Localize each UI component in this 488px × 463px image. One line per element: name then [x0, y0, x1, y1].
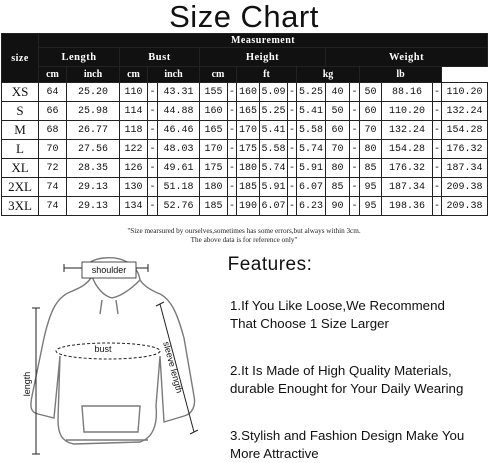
table-cell: 5.09 [260, 83, 288, 102]
size-label: 3XL [2, 197, 39, 216]
table-cell: 175 [237, 140, 260, 159]
table-cell: 180 [237, 159, 260, 178]
range-dash: - [350, 121, 360, 140]
table-cell: 26.77 [67, 121, 120, 140]
size-label: M [2, 121, 39, 140]
range-dash: - [433, 178, 442, 197]
table-cell: 60 [360, 102, 382, 121]
measurement-note-line1: "Size mearsured by ourselves,sometimes has some errors,but always within 3cm. [127, 227, 361, 235]
range-dash: - [288, 178, 297, 197]
range-dash: - [148, 197, 158, 216]
table-cell: 85 [360, 159, 382, 178]
table-row [2, 140, 488, 159]
table-cell: 185 [237, 178, 260, 197]
range-dash: - [288, 121, 297, 140]
range-dash: - [350, 140, 360, 159]
range-dash: - [433, 121, 442, 140]
table-cell: 155 [200, 83, 228, 102]
table-cell: 5.58 [297, 121, 326, 140]
range-dash: - [288, 83, 297, 102]
table-cell: 126 [120, 159, 148, 178]
table-cell: 122 [120, 140, 148, 159]
size-label: XL [2, 159, 39, 178]
range-dash: - [350, 178, 360, 197]
feature-text: That Choose 1 Size Larger [230, 316, 389, 331]
table-cell: 49.61 [158, 159, 200, 178]
range-dash: - [433, 83, 442, 102]
table-cell: 64 [39, 83, 67, 102]
group-header-length: Length [39, 48, 120, 67]
range-dash: - [228, 121, 237, 140]
table-cell: 68 [39, 121, 67, 140]
shoulder-label: shoulder [91, 265, 127, 275]
table-cell: 66 [39, 102, 67, 121]
feature-text: 3.Stylish and Fashion Design Make You [230, 428, 465, 443]
table-cell: 50 [326, 102, 350, 121]
table-cell: 5.74 [297, 140, 326, 159]
table-cell: 114 [120, 102, 148, 121]
table-cell: 110.20 [442, 83, 488, 102]
table-cell: 80 [326, 159, 350, 178]
unit-header: kg [297, 67, 360, 83]
feature-item-2 [230, 362, 488, 398]
table-cell: 180 [200, 178, 228, 197]
feature-text: More Attractive [230, 446, 319, 461]
table-row [2, 121, 488, 140]
table-cell: 74 [39, 197, 67, 216]
table-cell: 40 [326, 83, 350, 102]
feature-text: durable Enought for Your Daily Wearing [230, 381, 464, 396]
range-dash: - [228, 102, 237, 121]
table-cell: 27.56 [67, 140, 120, 159]
table-cell: 176.32 [442, 140, 488, 159]
table-cell: 165 [237, 102, 260, 121]
group-header-weight: Weight [326, 48, 488, 67]
table-cell: 48.03 [158, 140, 200, 159]
table-row [2, 159, 488, 178]
table-cell: 134 [120, 197, 148, 216]
sleeve-length-label: sleeve length [161, 340, 185, 395]
table-cell: 43.31 [158, 83, 200, 102]
table-cell: 190 [237, 197, 260, 216]
table-cell: 154.28 [442, 121, 488, 140]
table-cell: 187.34 [442, 159, 488, 178]
table-cell: 165 [200, 121, 228, 140]
table-cell: 70 [360, 121, 382, 140]
table-cell: 175 [200, 159, 228, 178]
table-cell: 95 [360, 178, 382, 197]
table-cell: 160 [237, 83, 260, 102]
table-row [2, 102, 488, 121]
bust-label: bust [94, 344, 112, 354]
table-cell: 72 [39, 159, 67, 178]
range-dash: - [288, 197, 297, 216]
table-cell: 5.74 [260, 159, 288, 178]
table-cell: 5.25 [260, 102, 288, 121]
range-dash: - [350, 102, 360, 121]
length-label: length [22, 371, 32, 397]
table-cell: 110.20 [382, 102, 433, 121]
feature-text: 2.It Is Made of High Quality Materials, [230, 363, 452, 378]
table-cell: 118 [120, 121, 148, 140]
range-dash: - [350, 83, 360, 102]
table-cell: 51.18 [158, 178, 200, 197]
table-cell: 110 [120, 83, 148, 102]
table-cell: 5.58 [260, 140, 288, 159]
range-dash: - [228, 159, 237, 178]
table-cell: 6.23 [297, 197, 326, 216]
table-cell: 29.13 [67, 197, 120, 216]
size-label: XS [2, 83, 39, 102]
range-dash: - [148, 121, 158, 140]
table-row [2, 83, 488, 102]
range-dash: - [148, 83, 158, 102]
range-dash: - [350, 159, 360, 178]
table-cell: 74 [39, 178, 67, 197]
range-dash: - [228, 178, 237, 197]
table-row [2, 178, 488, 197]
table-cell: 44.88 [158, 102, 200, 121]
feature-item-3 [230, 427, 488, 463]
feature-text: 1.If You Like Loose,We Recommend [230, 298, 445, 313]
table-cell: 132.24 [442, 102, 488, 121]
measurement-header: Measurement [39, 34, 488, 48]
range-dash: - [228, 83, 237, 102]
unit-header: inch [67, 67, 120, 83]
table-cell: 198.36 [382, 197, 433, 216]
size-label: S [2, 102, 39, 121]
features-title: Features: [227, 254, 313, 275]
table-cell: 52.76 [158, 197, 200, 216]
table-cell: 60 [326, 121, 350, 140]
table-cell: 154.28 [382, 140, 433, 159]
table-cell: 209.38 [442, 197, 488, 216]
unit-header: lb [360, 67, 442, 83]
table-cell: 130 [120, 178, 148, 197]
group-header-height: Height [200, 48, 326, 67]
table-cell: 70 [39, 140, 67, 159]
table-cell: 80 [360, 140, 382, 159]
table-cell: 5.41 [297, 102, 326, 121]
range-dash: - [148, 178, 158, 197]
table-cell: 185 [200, 197, 228, 216]
hoodie-diagram [0, 256, 215, 457]
table-cell: 187.34 [382, 178, 433, 197]
table-cell: 160 [200, 102, 228, 121]
measurement-note-line2: The above data is for reference only" [190, 236, 298, 244]
range-dash: - [433, 197, 442, 216]
range-dash: - [433, 159, 442, 178]
unit-header: inch [148, 67, 200, 83]
table-cell: 50 [360, 83, 382, 102]
size-header: size [2, 34, 39, 83]
range-dash: - [433, 140, 442, 159]
table-cell: 5.91 [260, 178, 288, 197]
range-dash: - [288, 140, 297, 159]
table-cell: 95 [360, 197, 382, 216]
range-dash: - [148, 159, 158, 178]
range-dash: - [228, 197, 237, 216]
page-title: Size Chart [169, 0, 319, 34]
table-cell: 170 [237, 121, 260, 140]
size-chart-table [1, 33, 488, 216]
length-measure-line [32, 308, 40, 454]
table-cell: 25.20 [67, 83, 120, 102]
unit-header: cm [39, 67, 67, 83]
table-cell: 6.07 [260, 197, 288, 216]
table-cell: 5.41 [260, 121, 288, 140]
range-dash: - [288, 159, 297, 178]
table-cell: 209.38 [442, 178, 488, 197]
table-cell: 5.91 [297, 159, 326, 178]
unit-header: cm [200, 67, 237, 83]
range-dash: - [228, 140, 237, 159]
table-cell: 29.13 [67, 178, 120, 197]
table-cell: 5.25 [297, 83, 326, 102]
table-cell: 170 [200, 140, 228, 159]
table-cell: 46.46 [158, 121, 200, 140]
group-header-bust: Bust [120, 48, 200, 67]
table-cell: 6.07 [297, 178, 326, 197]
table-cell: 90 [326, 197, 350, 216]
range-dash: - [148, 140, 158, 159]
size-label: L [2, 140, 39, 159]
table-row [2, 197, 488, 216]
range-dash: - [433, 102, 442, 121]
range-dash: - [148, 102, 158, 121]
feature-item-1 [230, 297, 488, 333]
table-cell: 132.24 [382, 121, 433, 140]
size-label: 2XL [2, 178, 39, 197]
table-cell: 70 [326, 140, 350, 159]
range-dash: - [288, 102, 297, 121]
range-dash: - [350, 197, 360, 216]
table-cell: 88.16 [382, 83, 433, 102]
table-cell: 28.35 [67, 159, 120, 178]
table-cell: 25.98 [67, 102, 120, 121]
unit-header: cm [120, 67, 148, 83]
table-cell: 176.32 [382, 159, 433, 178]
unit-header: ft [237, 67, 297, 83]
table-cell: 85 [326, 178, 350, 197]
